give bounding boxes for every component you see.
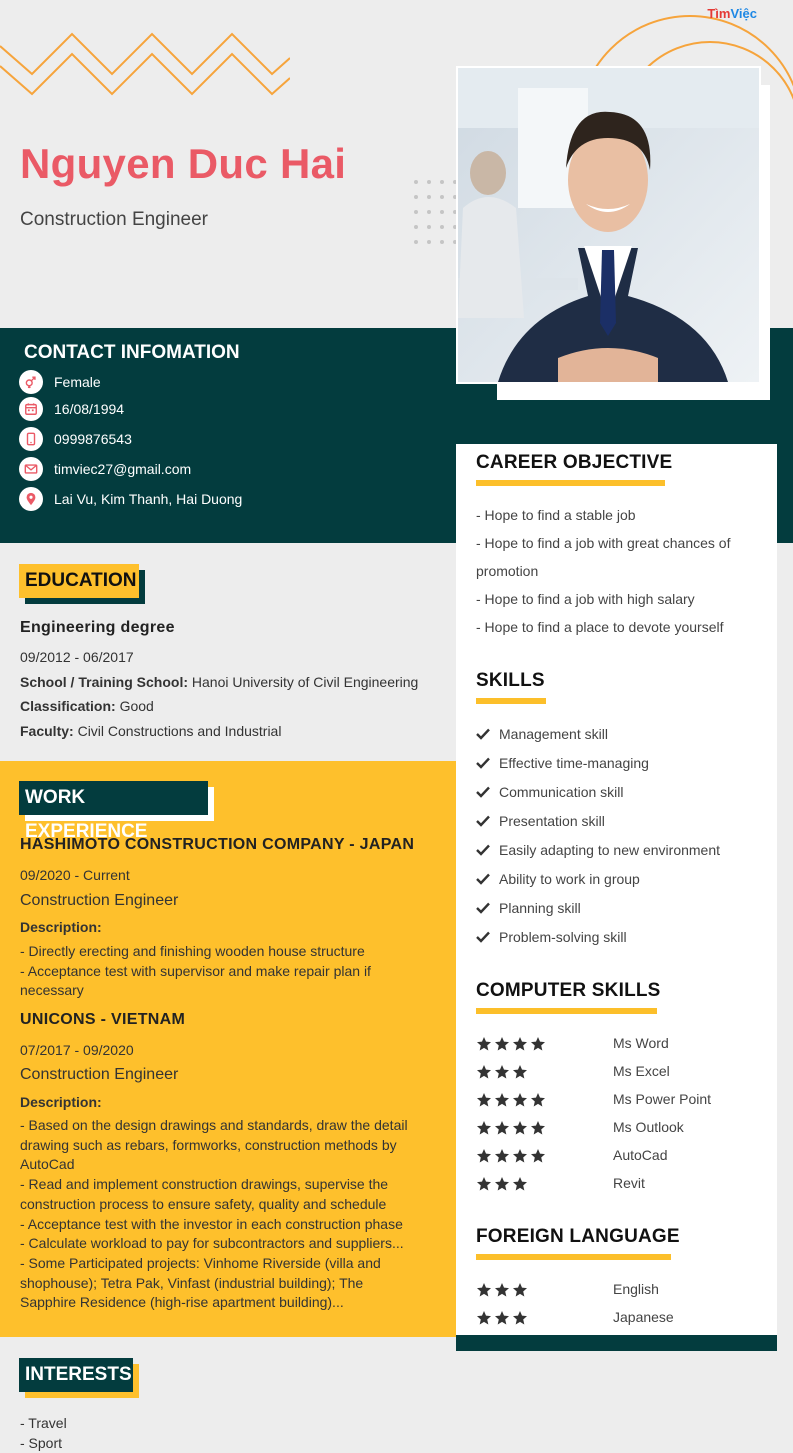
job-period: 09/2020 - Current [20, 867, 130, 883]
job-period: 07/2017 - 09/2020 [20, 1042, 134, 1058]
gender-icon [19, 370, 43, 394]
contact-value: 16/08/1994 [54, 401, 125, 417]
skill-item [476, 813, 605, 829]
language-rating [476, 1310, 530, 1326]
interest-item: - Sport [20, 1435, 63, 1451]
education-period: 09/2012 - 06/2017 [20, 649, 134, 665]
skill-label: Communication skill [499, 784, 624, 800]
star-icon [494, 1310, 510, 1326]
star-icon [530, 1120, 546, 1136]
email-icon [19, 457, 43, 481]
language-rating [476, 1282, 530, 1298]
star-icon [512, 1064, 528, 1080]
education-faculty: Faculty: Civil Constructions and Industrial [20, 723, 282, 739]
contact-value: timviec27@gmail.com [54, 461, 192, 477]
star-icon [494, 1036, 510, 1052]
zigzag-decoration [0, 30, 290, 105]
career-line: promotion [476, 563, 539, 579]
contact-value: Lai Vu, Kim Thanh, Hai Duong [54, 491, 243, 507]
dots-decoration [412, 178, 460, 246]
skill-item [476, 726, 608, 742]
check-icon [476, 873, 490, 885]
check-icon [476, 931, 490, 943]
career-line: - Hope to find a job with high salary [476, 591, 695, 607]
job-desc-label: Description: [20, 1094, 102, 1110]
skill-label: Management skill [499, 726, 608, 742]
calendar-icon [19, 397, 43, 421]
job-role: Construction Engineer [20, 1066, 179, 1083]
location-icon [19, 487, 43, 511]
computer-skill-rating [476, 1092, 548, 1108]
career-underline [476, 480, 665, 486]
job-company: UNICONS - VIETNAM [20, 1011, 186, 1028]
career-line: - Hope to find a place to devote yourself [476, 619, 724, 635]
star-icon [476, 1120, 492, 1136]
computer-skill-rating [476, 1064, 530, 1080]
skill-item [476, 929, 627, 945]
star-icon [512, 1176, 528, 1192]
education-classification: Classification: Good [20, 698, 154, 714]
computer-skill-name: Ms Excel [613, 1063, 670, 1079]
contact-value: 0999876543 [54, 431, 132, 447]
skill-label: Planning skill [499, 900, 581, 916]
check-icon [476, 902, 490, 914]
skill-label: Ability to work in group [499, 871, 640, 887]
job-description: - Based on the design drawings and standards, draw the detail drawing such as rebars, formworks, construction methods by AutoCad - Read and implement construction drawings, supervise the construction process to ensure safety, quality and schedule - Acceptance test with the investor in each construction phase - Calculate workload to pay for subcontractors and suppliers... - Some Participated projects: Vinhome Riverside (villa and shophouse); Tetra Pak, Vinfast (industrial building); The Sapphire Residence (high-rise apartment building)... [20, 1117, 408, 1311]
contact-heading: CONTACT INFOMATION [24, 342, 240, 363]
star-icon [512, 1092, 528, 1108]
check-icon [476, 728, 490, 740]
skill-label: Presentation skill [499, 813, 605, 829]
skill-item [476, 784, 623, 800]
career-line: - Hope to find a stable job [476, 507, 636, 523]
star-icon [512, 1148, 528, 1164]
star-icon [512, 1282, 528, 1298]
star-icon [476, 1064, 492, 1080]
check-icon [476, 786, 490, 798]
candidate-title: Construction Engineer [20, 209, 208, 230]
star-icon [512, 1036, 528, 1052]
check-icon [476, 757, 490, 769]
star-icon [494, 1282, 510, 1298]
star-icon [530, 1148, 546, 1164]
interest-item: - Travel [20, 1415, 67, 1431]
computer-skill-rating [476, 1176, 530, 1192]
skill-item [476, 842, 720, 858]
job-description: - Directly erecting and finishing wooden house structure - Acceptance test with supervisor and make repair plan if necessary [20, 943, 371, 999]
education-degree: Engineering degree [20, 619, 175, 636]
star-icon [494, 1092, 510, 1108]
star-icon [512, 1310, 528, 1326]
contact-item [19, 487, 242, 511]
computer-skill-rating [476, 1036, 548, 1052]
contact-item [19, 370, 101, 394]
contact-value: Female [54, 374, 101, 390]
star-icon [476, 1310, 492, 1326]
star-icon [494, 1148, 510, 1164]
star-icon [494, 1064, 510, 1080]
profile-photo [456, 66, 761, 384]
star-icon [494, 1120, 510, 1136]
language-heading: FOREIGN LANGUAGE [476, 1226, 680, 1247]
skills-heading: SKILLS [476, 670, 545, 691]
computer-skill-name: AutoCad [613, 1147, 668, 1163]
star-icon [476, 1282, 492, 1298]
star-icon [476, 1092, 492, 1108]
language-name: Japanese [613, 1309, 674, 1325]
skills-underline [476, 698, 546, 704]
computer-skill-name: Ms Outlook [613, 1119, 684, 1135]
star-icon [494, 1176, 510, 1192]
contact-item [19, 457, 191, 481]
skill-label: Problem-solving skill [499, 929, 627, 945]
star-icon [476, 1036, 492, 1052]
work-experience-heading: WORK EXPERIENCE [19, 781, 208, 815]
career-line: - Hope to find a job with great chances of [476, 535, 731, 551]
phone-icon [19, 427, 43, 451]
language-name: English [613, 1281, 659, 1297]
interests-heading: INTERESTS [19, 1358, 133, 1392]
education-school: School / Training School: Hanoi University of Civil Engineering [20, 674, 419, 690]
computer-skill-name: Ms Word [613, 1035, 669, 1051]
career-heading: CAREER OBJECTIVE [476, 452, 673, 473]
computer-skills-underline [476, 1008, 657, 1014]
star-icon [530, 1036, 546, 1052]
education-heading: EDUCATION [19, 564, 139, 598]
star-icon [476, 1176, 492, 1192]
skill-item [476, 900, 581, 916]
check-icon [476, 815, 490, 827]
skill-item [476, 871, 640, 887]
brand-logo: TìmViệc [707, 6, 757, 21]
contact-item [19, 427, 132, 451]
check-icon [476, 844, 490, 856]
candidate-name: Nguyen Duc Hai [20, 140, 347, 187]
computer-skill-name: Revit [613, 1175, 645, 1191]
computer-skill-name: Ms Power Point [613, 1091, 712, 1107]
computer-skill-rating [476, 1148, 548, 1164]
job-company: HASHIMOTO CONSTRUCTION COMPANY - JAPAN [20, 836, 415, 853]
job-desc-label: Description: [20, 919, 102, 935]
computer-skill-rating [476, 1120, 548, 1136]
skill-item [476, 755, 649, 771]
job-role: Construction Engineer [20, 892, 179, 909]
skill-label: Easily adapting to new environment [499, 842, 721, 858]
star-icon [476, 1148, 492, 1164]
language-underline [476, 1254, 671, 1260]
star-icon [530, 1092, 546, 1108]
star-icon [512, 1120, 528, 1136]
contact-item [19, 397, 124, 421]
skill-label: Effective time-managing [499, 755, 649, 771]
computer-skills-heading: COMPUTER SKILLS [476, 980, 661, 1001]
